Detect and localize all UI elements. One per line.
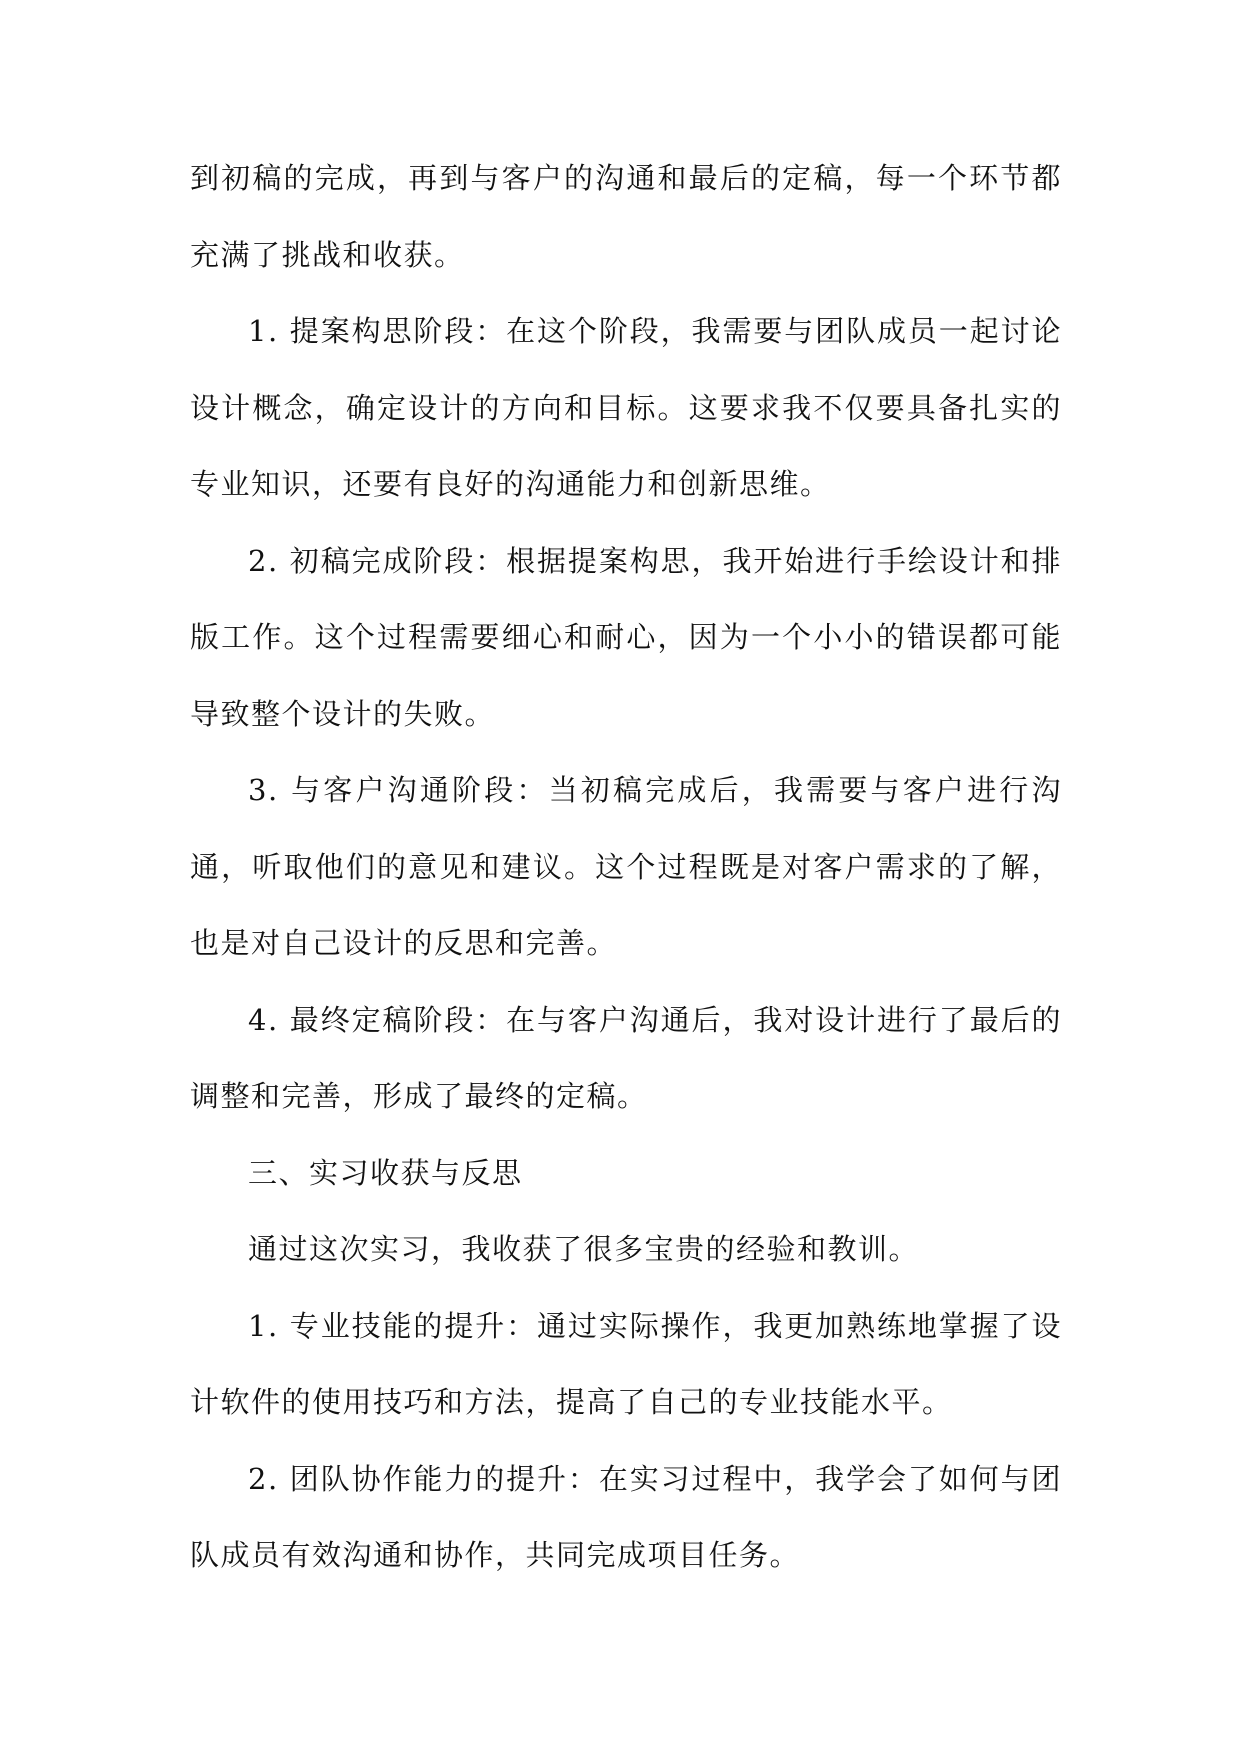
paragraph-continuation: 到初稿的完成，再到与客户的沟通和最后的定稿，每一个环节都充满了挑战和收获。 (190, 161, 1062, 272)
paragraph-stage-2: 2. 初稿完成阶段：根据提案构思，我开始进行手绘设计和排版工作。这个过程需要细心和耐心，因为一个小小的错误都可能导致整个设计的失败。 (190, 543, 1062, 731)
section-heading: 三、实习收获与反思 (248, 1155, 523, 1190)
paragraph-intro: 通过这次实习，我收获了很多宝贵的经验和教训。 (248, 1232, 920, 1266)
paragraph-stage-3: 3. 与客户沟通阶段：当初稿完成后，我需要与客户进行沟通，听取他们的意见和建议。这个过程既是对客户需求的了解，也是对自己设计的反思和完善。 (190, 773, 1062, 960)
paragraph-stage-4: 4. 最终定稿阶段：在与客户沟通后，我对设计进行了最后的调整和完善，形成了最终的定稿。 (190, 1002, 1062, 1113)
document-body (190, 140, 1062, 1594)
paragraph-gain-2: 2. 团队协作能力的提升：在实习过程中，我学会了如何与团队成员有效沟通和协作，共同完成项目任务。 (190, 1461, 1062, 1572)
paragraph-gain-1: 1. 专业技能的提升：通过实际操作，我更加熟练地掌握了设计软件的使用技巧和方法，提高了自己的专业技能水平。 (190, 1308, 1062, 1419)
paragraph-stage-1: 1. 提案构思阶段：在这个阶段，我需要与团队成员一起讨论设计概念，确定设计的方向和目标。这要求我不仅要具备扎实的专业知识，还要有良好的沟通能力和创新思维。 (190, 314, 1062, 501)
